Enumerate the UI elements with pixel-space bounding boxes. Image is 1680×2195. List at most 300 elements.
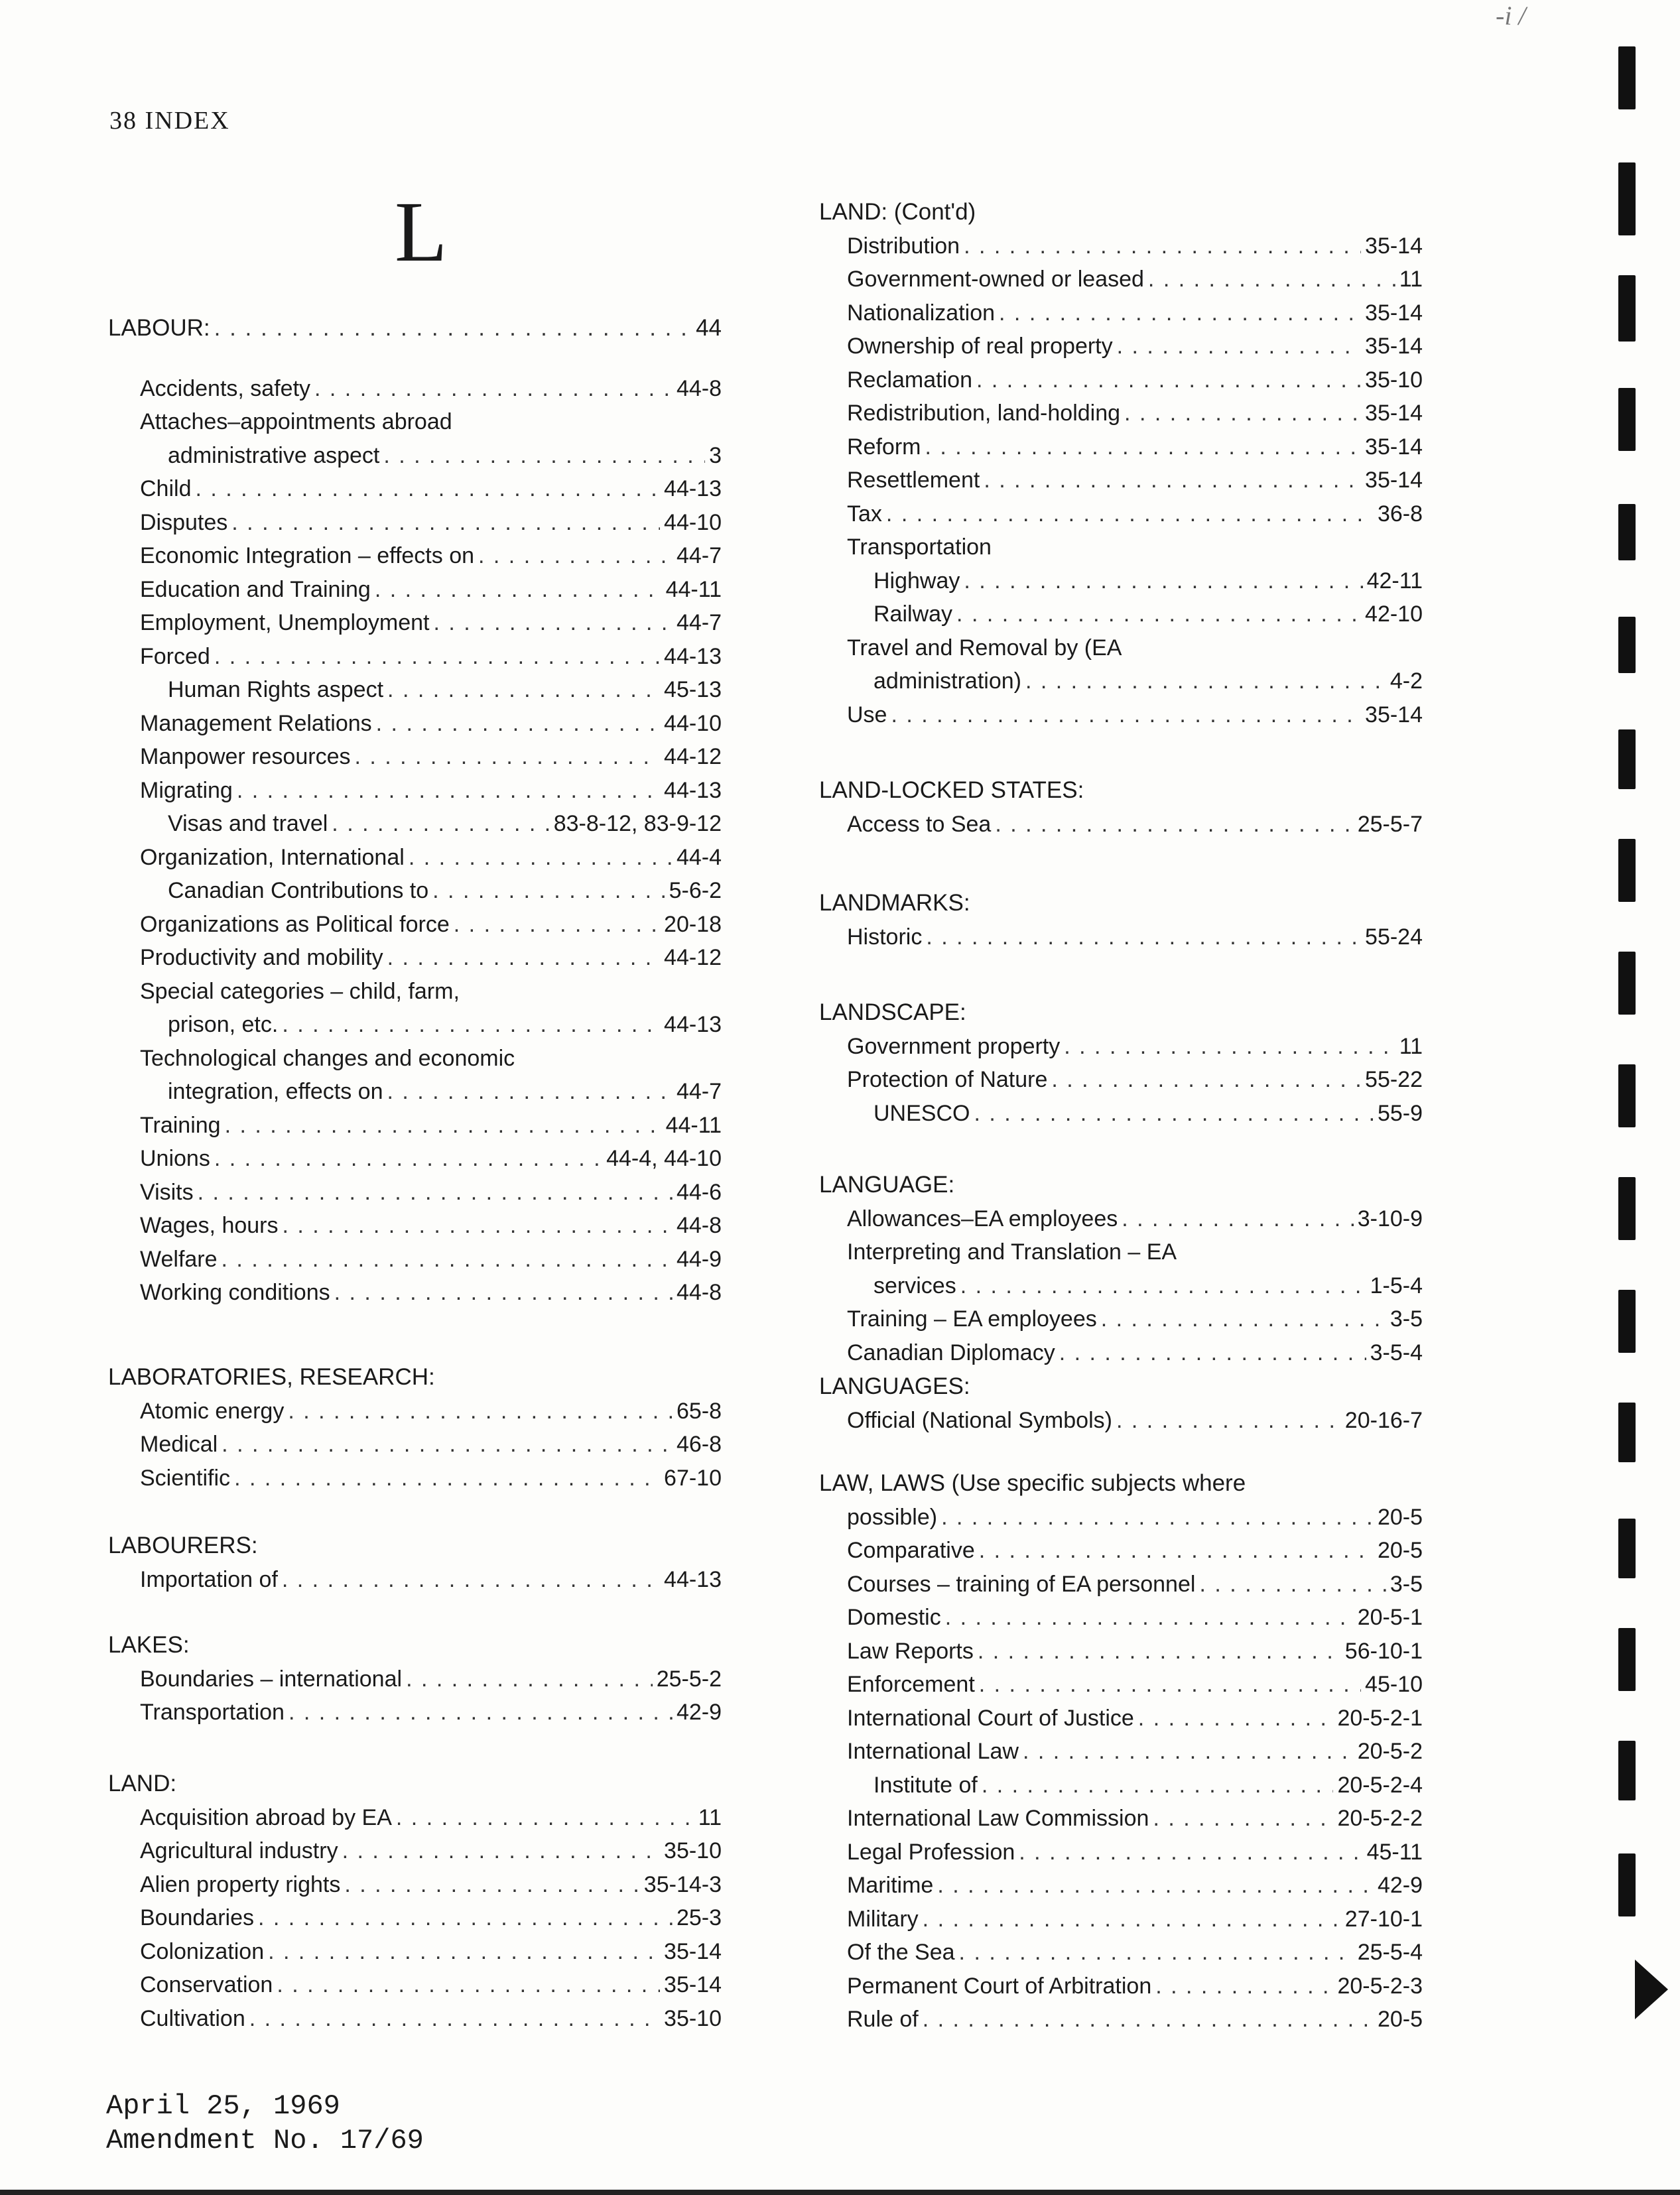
dot-leader [222, 1243, 673, 1277]
entry-page-ref: 3-5-4 [1370, 1340, 1423, 1365]
heading-label: LABOURERS: [108, 1533, 258, 1558]
entry-page-ref: 25-5-2 [656, 1666, 722, 1692]
index-section [819, 1168, 1423, 1369]
entry-term: Access to Sea [847, 811, 992, 837]
dot-leader [979, 1668, 1361, 1702]
index-entry [108, 1563, 722, 1597]
entry-page-ref: 55-9 [1377, 1100, 1423, 1126]
entry-page-ref: 35-14 [1365, 334, 1423, 359]
index-entry [819, 2003, 1423, 2037]
entry-term: Reclamation [847, 367, 972, 393]
index-entry [819, 1735, 1423, 1769]
dot-leader [222, 1428, 673, 1462]
entry-term: Railway [873, 601, 953, 627]
index-entry [108, 908, 722, 942]
dot-leader [289, 1696, 673, 1729]
dot-leader [1148, 263, 1395, 296]
index-entry [819, 664, 1423, 698]
index-entry [819, 1097, 1423, 1131]
entry-page-ref: 44-12 [664, 744, 722, 769]
index-entry [819, 397, 1423, 430]
index-section [819, 1370, 1423, 1437]
entry-page-ref: 25-5-7 [1357, 811, 1423, 837]
dot-leader [406, 1662, 653, 1696]
entry-term: Use [847, 702, 887, 727]
dot-leader [976, 363, 1361, 397]
entry-page-ref: 42-9 [1377, 1873, 1423, 1898]
entry-term: Visas and travel [168, 811, 328, 836]
heading-label: LAKES: [108, 1632, 190, 1658]
entry-term: Attaches–appointments abroad [140, 409, 452, 434]
entry-page-ref: 36-8 [1377, 501, 1423, 527]
dot-leader [344, 1868, 639, 1902]
entry-page-ref: 42-9 [676, 1700, 722, 1725]
dot-leader [1116, 1404, 1341, 1438]
index-entry [108, 1176, 722, 1210]
index-entry [108, 472, 722, 506]
index-entry [819, 296, 1423, 330]
index-entry [108, 1276, 722, 1310]
entry-page-ref: 35-14 [1365, 401, 1423, 426]
entry-term: Education and Training [140, 576, 371, 602]
index-entry [819, 808, 1423, 842]
entry-page-ref: 35-14 [664, 1972, 722, 1997]
section-letter: L [395, 184, 448, 280]
dot-leader [314, 372, 673, 406]
index-entry [108, 1008, 722, 1042]
dot-leader [354, 740, 660, 774]
entry-page-ref: 3-10-9 [1357, 1206, 1423, 1231]
entry-page-ref: 35-14-3 [643, 1871, 722, 1897]
entry-term: Canadian Diplomacy [847, 1340, 1055, 1365]
index-entry [819, 564, 1423, 598]
dot-leader [891, 698, 1361, 732]
dot-leader [964, 564, 1362, 598]
index-section [108, 1529, 722, 1596]
dot-leader [1051, 1063, 1361, 1097]
dot-leader [1023, 1735, 1354, 1769]
entry-page-ref: 11 [1399, 267, 1423, 292]
entry-term: Disputes [140, 509, 228, 535]
index-entry [819, 1202, 1423, 1236]
entry-term: Distribution [847, 233, 960, 259]
entry-page-ref: 1-5-4 [1370, 1273, 1423, 1298]
dot-leader [923, 2003, 1374, 2037]
index-entry [819, 363, 1423, 397]
entry-term: Child [140, 476, 192, 501]
entry-term: Institute of [873, 1772, 978, 1798]
index-entry [108, 807, 722, 841]
index-entry [819, 1836, 1423, 1869]
dot-leader [195, 472, 660, 506]
entry-page-ref: 35-14 [1365, 702, 1423, 727]
entry-term: Organization, International [140, 844, 405, 870]
entry-term: Legal Profession [847, 1839, 1015, 1865]
heading-label: LANDMARKS: [819, 890, 970, 916]
heading-label: LANGUAGES: [819, 1373, 970, 1399]
dot-leader [334, 1276, 673, 1310]
dot-leader [1019, 1836, 1362, 1869]
entry-term: Rule of [847, 2007, 919, 2032]
entry-term: Training [140, 1112, 221, 1138]
section-heading [819, 1467, 1423, 1501]
index-entry [819, 1970, 1423, 2003]
entry-page-ref: 44-11 [665, 1112, 722, 1138]
heading-label: LAND: [108, 1771, 177, 1796]
entry-page-ref: 3-5 [1389, 1571, 1423, 1597]
entry-term: Manpower resources [140, 744, 351, 769]
index-section [819, 996, 1423, 1130]
entry-page-ref: 44-11 [665, 576, 722, 602]
index-entry [819, 1936, 1423, 1970]
index-entry [819, 1235, 1423, 1269]
entry-page-ref: 42-10 [1365, 601, 1423, 627]
entry-page-ref: 20-5-1 [1357, 1605, 1423, 1630]
entry-term: Scientific [140, 1465, 231, 1491]
dot-leader [214, 312, 692, 345]
dot-leader [964, 229, 1361, 263]
section-heading [819, 1168, 1423, 1202]
index-section [819, 887, 1423, 954]
dot-leader [941, 1501, 1374, 1535]
binder-mark [1618, 504, 1636, 560]
entry-page-ref: 44-12 [664, 945, 722, 970]
entry-page-ref: 5-6-2 [669, 878, 722, 903]
heading-label: LAND: (Cont'd) [819, 199, 976, 225]
index-entry [108, 1075, 722, 1109]
index-entry [108, 439, 722, 473]
index-entry [108, 1243, 722, 1277]
index-section [108, 1361, 722, 1495]
footer-amendment: Amendment No. 17/69 [106, 2125, 424, 2157]
dot-leader [332, 807, 549, 841]
entry-term: Cultivation [140, 2005, 245, 2031]
entry-page-ref: 45-13 [664, 677, 722, 702]
entry-page-ref: 44-10 [664, 509, 722, 535]
section-heading [819, 1370, 1423, 1404]
index-entry [108, 874, 722, 908]
entry-term: Boundaries – international [140, 1666, 403, 1692]
index-entry [108, 1462, 722, 1495]
entry-page-ref: 35-14 [1365, 300, 1423, 326]
dot-leader [375, 573, 662, 607]
index-section [819, 774, 1423, 841]
dot-leader [937, 1869, 1374, 1903]
entry-page-ref: 67-10 [664, 1465, 722, 1491]
entry-term: Working conditions [140, 1280, 330, 1305]
index-entry [819, 1030, 1423, 1064]
entry-term: Alien property rights [140, 1871, 341, 1897]
section-heading [108, 1629, 722, 1662]
entry-page-ref: 20-18 [664, 911, 722, 937]
index-entry [108, 405, 722, 439]
dot-leader [978, 1635, 1341, 1668]
entry-term: Tax [847, 501, 882, 527]
index-entry [108, 1901, 722, 1935]
index-entry [108, 1209, 722, 1243]
entry-term: Technological changes and economic [140, 1045, 515, 1071]
heading-page-ref: 44 [696, 315, 722, 341]
binder-margin [1618, 0, 1645, 2195]
entry-term: integration, effects on [168, 1079, 383, 1104]
dot-leader [283, 1209, 673, 1243]
index-entry [108, 1868, 722, 1902]
entry-term: Visits [140, 1179, 194, 1205]
entry-page-ref: 45-11 [1366, 1839, 1423, 1865]
entry-term: Canadian Contributions to [168, 878, 429, 903]
index-entry [819, 1769, 1423, 1802]
dot-leader [925, 430, 1361, 464]
dot-leader [1153, 1802, 1333, 1836]
index-entry [108, 640, 722, 674]
entry-term: Official (National Symbols) [847, 1407, 1112, 1433]
index-entry [819, 464, 1423, 497]
dot-leader [959, 1936, 1354, 1970]
dot-leader [396, 1801, 694, 1835]
index-entry [819, 631, 1423, 665]
binder-mark [1618, 1628, 1636, 1691]
entry-page-ref: 11 [698, 1804, 722, 1830]
index-entry [108, 1428, 722, 1462]
footer-date: April 25, 1969 [106, 2090, 340, 2122]
dot-leader [237, 774, 660, 808]
entry-page-ref: 44-4, 44-10 [606, 1146, 722, 1171]
section-heading [108, 1361, 722, 1395]
entry-page-ref: 20-5-2-1 [1337, 1705, 1423, 1731]
entry-page-ref: 44-4 [676, 844, 722, 870]
index-entry [819, 597, 1423, 631]
index-section [108, 1767, 722, 2035]
entry-term: Employment, Unemployment [140, 610, 430, 635]
entry-term: Management Relations [140, 710, 372, 736]
binder-mark [1618, 1741, 1636, 1800]
index-entry [819, 1601, 1423, 1635]
dot-leader [387, 1075, 672, 1109]
entry-term: Special categories – child, farm, [140, 978, 460, 1004]
dot-leader [383, 439, 705, 473]
entry-page-ref: 45-10 [1365, 1672, 1423, 1697]
binder-mark [1618, 162, 1636, 235]
dot-leader [1199, 1568, 1386, 1601]
index-entry [819, 430, 1423, 464]
dot-leader [282, 1563, 660, 1597]
dot-leader [434, 606, 673, 640]
index-entry [819, 263, 1423, 296]
entry-term: Allowances–EA employees [847, 1206, 1118, 1231]
index-entry [819, 1702, 1423, 1735]
entry-term: Ownership of real property [847, 334, 1113, 359]
entry-page-ref: 55-24 [1365, 924, 1423, 950]
dot-leader [999, 296, 1361, 330]
dot-leader [886, 497, 1374, 531]
entry-page-ref: 3-5 [1389, 1306, 1423, 1332]
entry-page-ref: 44-13 [664, 476, 722, 501]
entry-page-ref: 20-5 [1377, 2007, 1423, 2032]
entry-term: Colonization [140, 1938, 265, 1964]
index-entry [108, 1968, 722, 2002]
binder-mark [1618, 1519, 1636, 1578]
index-entry [108, 941, 722, 975]
index-entry [819, 531, 1423, 564]
entry-term: Nationalization [847, 300, 996, 326]
index-entry [108, 1696, 722, 1729]
entry-term: possible) [847, 1504, 938, 1530]
entry-page-ref: 83-8-12, 83-9-12 [553, 811, 722, 836]
index-entry [108, 1042, 722, 1076]
entry-page-ref: 20-5 [1377, 1538, 1423, 1563]
index-entry [108, 774, 722, 808]
dot-leader [342, 1834, 660, 1868]
entry-page-ref: 44-13 [664, 1012, 722, 1037]
entry-page-ref: 25-3 [676, 1905, 722, 1930]
index-entry [108, 1395, 722, 1428]
binder-mark [1618, 1064, 1636, 1127]
entry-term: Importation of [140, 1566, 278, 1592]
index-entry [819, 1668, 1423, 1702]
binder-mark [1618, 839, 1636, 902]
dot-leader [277, 1968, 660, 2002]
entry-term: Of the Sea [847, 1940, 955, 1965]
dot-leader [234, 1462, 660, 1495]
entry-term: administration) [873, 668, 1021, 694]
entry-page-ref: 20-5-2-2 [1337, 1806, 1423, 1831]
index-entry [108, 1109, 722, 1143]
index-section [819, 1467, 1423, 2037]
heading-label: LAW, LAWS (Use specific subjects where [819, 1470, 1246, 1496]
dot-leader [282, 1008, 660, 1042]
entry-page-ref: 20-5-2-3 [1337, 1973, 1423, 1999]
binder-arrow [1635, 1960, 1668, 2019]
entry-page-ref: 35-14 [1365, 468, 1423, 493]
entry-page-ref: 3 [709, 442, 722, 468]
index-entry [108, 506, 722, 540]
entry-term: Transportation [140, 1700, 285, 1725]
entry-page-ref: 44-13 [664, 777, 722, 803]
entry-term: administrative aspect [168, 442, 380, 468]
entry-term: Protection of Nature [847, 1067, 1048, 1092]
binder-mark [1618, 1853, 1636, 1916]
heading-label: LANGUAGE: [819, 1172, 955, 1198]
section-heading [108, 312, 722, 345]
index-entry [819, 1501, 1423, 1535]
dot-leader [979, 1534, 1374, 1568]
entry-term: Economic Integration – effects on [140, 543, 475, 568]
entry-term: Government-owned or leased [847, 267, 1144, 292]
entry-term: Unions [140, 1146, 210, 1171]
entry-page-ref: 20-5-2-4 [1337, 1772, 1423, 1798]
entry-term: Law Reports [847, 1638, 974, 1664]
entry-term: Agricultural industry [140, 1838, 338, 1863]
binder-mark [1618, 952, 1636, 1015]
entry-page-ref: 44-7 [676, 543, 722, 568]
entry-term: Travel and Removal by (EA [847, 635, 1122, 660]
index-entry [108, 1834, 722, 1868]
index-entry [108, 539, 722, 573]
index-entry [108, 1801, 722, 1835]
entry-page-ref: 35-14 [664, 1938, 722, 1964]
entry-term: Migrating [140, 777, 233, 803]
dot-leader [926, 920, 1361, 954]
entry-page-ref: 44-10 [664, 710, 722, 736]
index-entry [108, 707, 722, 741]
binder-mark [1618, 275, 1636, 342]
dot-leader [982, 1769, 1334, 1802]
index-entry [819, 1869, 1423, 1903]
dot-leader [956, 597, 1361, 631]
index-entry [819, 1336, 1423, 1370]
entry-term: Government property [847, 1033, 1061, 1059]
entry-page-ref: 35-10 [1365, 367, 1423, 393]
entry-term: Military [847, 1906, 919, 1932]
entry-term: International Law Commission [847, 1806, 1149, 1831]
index-entry [108, 673, 722, 707]
entry-term: Comparative [847, 1538, 975, 1563]
dot-leader [1155, 1970, 1333, 2003]
heading-label: LANDSCAPE: [819, 999, 966, 1025]
entry-term: Productivity and mobility [140, 945, 383, 970]
entry-page-ref: 44-6 [676, 1179, 722, 1205]
binder-mark [1618, 1177, 1636, 1240]
index-section [108, 1629, 722, 1729]
entry-term: Historic [847, 924, 923, 950]
entry-page-ref: 65-8 [676, 1398, 722, 1424]
entry-term: Highway [873, 568, 960, 594]
index-entry [108, 841, 722, 875]
index-entry [819, 1534, 1423, 1568]
entry-page-ref: 56-10-1 [1344, 1638, 1423, 1664]
entry-page-ref: 35-10 [664, 2005, 722, 2031]
entry-page-ref: 44-8 [676, 375, 722, 401]
entry-term: prison, etc. [168, 1012, 279, 1037]
dot-leader [945, 1601, 1354, 1635]
corner-mark: -i / [1496, 1, 1526, 31]
entry-term: Conservation [140, 1972, 273, 1997]
entry-term: Welfare [140, 1246, 218, 1272]
entry-term: Organizations as Political force [140, 911, 450, 937]
index-entry [108, 372, 722, 406]
dot-leader [1064, 1030, 1395, 1064]
entry-term: Redistribution, land-holding [847, 401, 1121, 426]
dot-leader [984, 464, 1361, 497]
entry-page-ref: 44-13 [664, 643, 722, 669]
binder-mark [1618, 1403, 1636, 1462]
binder-mark [1618, 1290, 1636, 1353]
dot-leader [432, 874, 665, 908]
index-entry [108, 573, 722, 607]
entry-term: UNESCO [873, 1100, 970, 1126]
binder-mark [1618, 617, 1636, 673]
entry-term: Human Rights aspect [168, 677, 384, 702]
index-entry [819, 497, 1423, 531]
index-entry [819, 920, 1423, 954]
binder-mark [1618, 46, 1636, 109]
dot-leader [376, 707, 660, 741]
entry-term: Medical [140, 1432, 218, 1457]
dot-leader [1138, 1702, 1334, 1735]
entry-term: International Law [847, 1739, 1019, 1764]
index-entry [819, 1404, 1423, 1438]
section-heading [108, 1529, 722, 1563]
entry-page-ref: 44-8 [676, 1280, 722, 1305]
dot-leader [1025, 664, 1386, 698]
entry-page-ref: 44-13 [664, 1566, 722, 1592]
dot-leader [214, 640, 660, 674]
index-entry [819, 1063, 1423, 1097]
section-heading [108, 1767, 722, 1801]
section-heading [819, 196, 1423, 229]
entry-term: Maritime [847, 1873, 934, 1898]
entry-term: Training – EA employees [847, 1306, 1097, 1332]
